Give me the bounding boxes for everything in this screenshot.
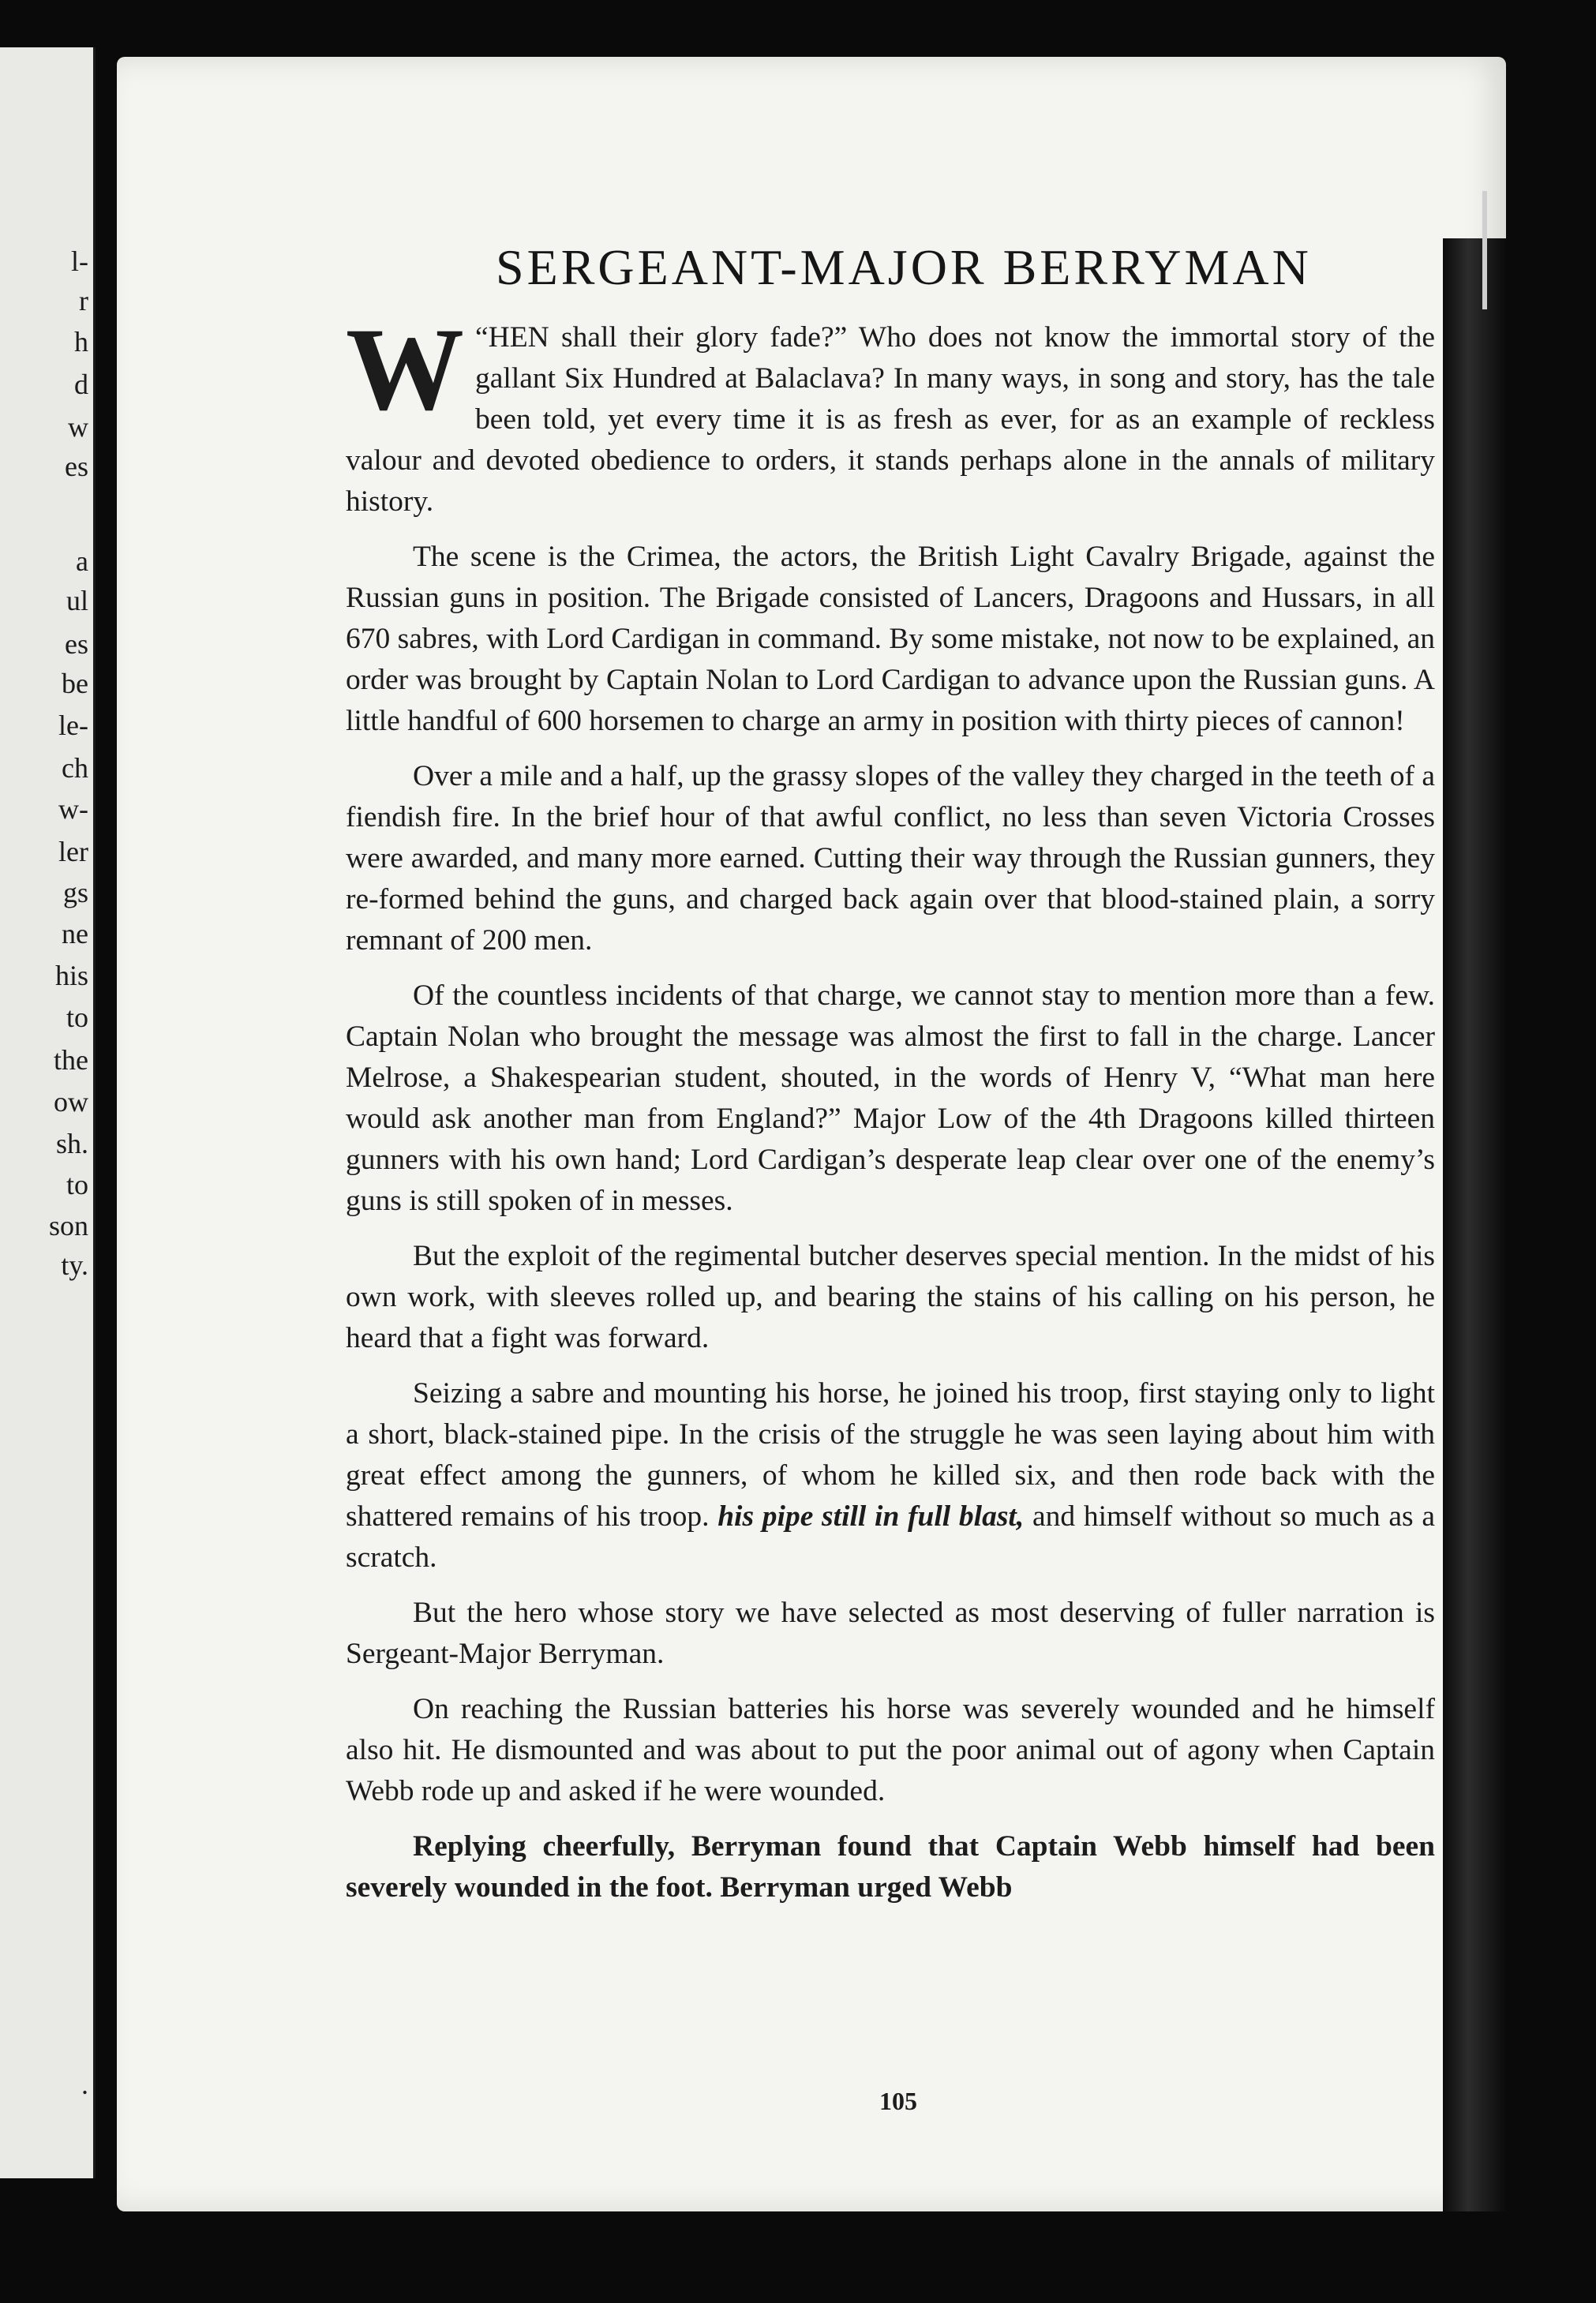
facing-page-fragment: gs: [62, 877, 88, 908]
facing-page-fragment: son: [48, 1210, 88, 1241]
drop-cap: W: [346, 304, 464, 435]
facing-page-fragment: to: [66, 1002, 88, 1033]
facing-page-fragment: ty.: [61, 1249, 88, 1281]
page-edge-highlight: [1482, 191, 1487, 309]
facing-page-fragment: ne: [62, 918, 88, 949]
page-number: 105: [879, 2087, 917, 2115]
paragraph-3: Over a mile and a half, up the grassy slopes of the valley they charged in the teeth of a fiendish fire. In the brief hour of that awful conflict, no less than seven Victoria Crosses were awarded, and many more earned. Cutting their way through the Russian gunners, they re-formed behind the guns, and charged back again over that blood-stained plain, a sorry remnant of 200 men.: [346, 760, 1435, 957]
book-page: [117, 57, 1506, 2211]
facing-page-fragment: the: [54, 1044, 88, 1076]
facing-page-fragment: w: [68, 411, 88, 443]
facing-page-fragment: le-: [58, 710, 88, 741]
facing-page-fragment: to: [66, 1169, 88, 1200]
article-body: [346, 304, 1436, 1923]
paragraph-8: On reaching the Russian batteries his horse was severely wounded and he himself also hit. He dismounted and was about to put the poor animal out of agony when Captain Webb rode up and asked if he were wounded.: [346, 1693, 1435, 1807]
facing-page-fragment: r: [79, 285, 88, 316]
paragraph-7: But the hero whose story we have selected as most deserving of fuller narration is Sergeant-Major Berryman.: [346, 1597, 1435, 1670]
paragraph-text: HEN shall their glory fade?” Who does not know the immortal story of the gallant Six Hundred at Balaclava? In many ways, in song and story, has the tale been told, yet every time it is as fresh as ever, for as an example of reckless valour and devoted obedience to orders, it stands perhaps alone in the annals of military history.: [346, 321, 1435, 518]
facing-page-fragment: d: [74, 369, 88, 400]
facing-page-fragment: a: [76, 545, 88, 577]
facing-page-fragment: ch: [62, 752, 88, 784]
facing-page-fragment: es: [65, 451, 88, 482]
paragraph-text: Seizing a sabre and mounting his horse, he joined his troop, first staying only to light a short, black-stained pipe. In the crisis of the struggle he was seen laying about him with great effect among the gunners, of whom he killed six, and then rode back with the shattered remains of his troop.: [346, 1377, 1435, 1533]
facing-page-fragment: sh.: [55, 1128, 88, 1159]
facing-page-fragment: h: [74, 326, 88, 358]
paragraph-9: Replying cheerfully, Berryman found that Captain Webb himself had been severely wounded in the foot. Berryman urged Webb: [346, 1830, 1435, 1904]
paragraph-6: [346, 1373, 1435, 1578]
facing-page-fragment: his: [54, 960, 88, 991]
facing-page-fragment: .: [81, 2069, 88, 2100]
paragraph-text: and himself without so much as a scratch.: [346, 1500, 1436, 1574]
opening-quote: “: [475, 321, 489, 354]
facing-page-fragment: w-: [58, 793, 88, 825]
paragraph-4: Of the countless incidents of that charge, we cannot stay to mention more than a few. Captain Nolan who brought the message was almost the first to fall in the charge. Lancer Melrose, a Shakespearian student, shouted, in the words of Henry V, “What man here would ask another man from England?” Major Low of the 4th Dragoons killed thirteen gunners with his own hand; Lord Cardigan’s desperate leap clear over one of the enemy’s guns is still spoken of in messes.: [346, 979, 1435, 1217]
facing-page-fragment: l-: [71, 245, 88, 277]
facing-page-fragment: ow: [54, 1086, 88, 1118]
facing-page-fragment: ul: [66, 585, 88, 616]
italic-phrase: his pipe still in full blast,: [717, 1500, 1025, 1533]
paragraph-2: The scene is the Crimea, the actors, the British Light Cavalry Brigade, against the Russian guns in position. The Brigade consisted of Lancers, Dragoons and Hussars, in all 670 sabres, with Lord Cardigan in command. By some mistake, not now to be explained, an order was brought by Captain Nolan to Lord Cardigan to advance upon the Russian guns. A little handful of 600 horsemen to charge an army in position with thirty pieces of cannon!: [346, 541, 1435, 737]
facing-page-fragment: ler: [58, 836, 88, 867]
page-title: SERGEANT-MAJOR BERRYMAN: [496, 239, 1312, 295]
facing-page-fragment: es: [65, 628, 88, 660]
facing-page-edge: [0, 47, 96, 2178]
paragraph-1: [346, 304, 1435, 522]
page-edge-shadow: [1443, 238, 1506, 2211]
facing-page-fragment: be: [62, 668, 88, 699]
paragraph-5: But the exploit of the regimental butcher deserves special mention. In the midst of his own work, with sleeves rolled up, and bearing the stains of his calling on his person, he heard that a fight was forward.: [346, 1240, 1435, 1354]
